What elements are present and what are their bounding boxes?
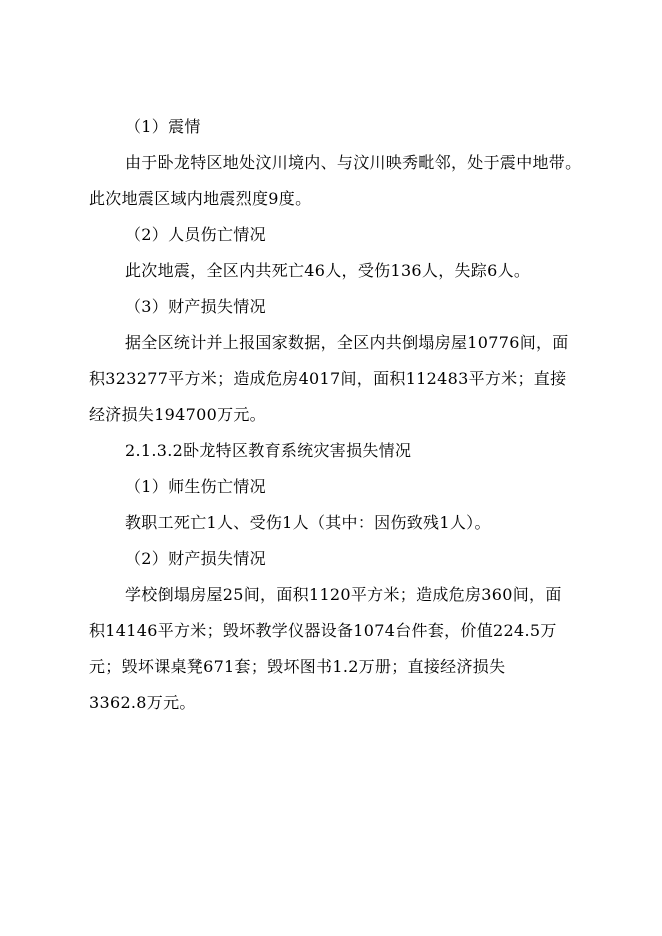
- heading-property-loss: （3）财产损失情况: [125, 297, 266, 316]
- paragraph-line: 由于卧龙特区地处汶川境内、与汶川映秀毗邻，处于震中地带。: [125, 153, 582, 172]
- paragraph-line: 学校倒塌房屋25间，面积1120平方米；造成危房360间，面: [125, 585, 562, 604]
- section-heading: 2.1.3.2卧龙特区教育系统灾害损失情况: [125, 441, 412, 460]
- paragraph-line: 教职工死亡1人、受伤1人（其中：因伤致残1人）。: [125, 513, 491, 532]
- paragraph-line: 此次地震，全区内共死亡46人，受伤136人，失踪6人。: [125, 261, 531, 280]
- paragraph-line: 积323277平方米；造成危房4017间，面积112483平方米；直接: [89, 369, 567, 388]
- heading-staff-casualties: （1）师生伤亡情况: [125, 477, 266, 496]
- paragraph-line: 积14146平方米；毁坏教学仪器设备1074台件套，价值224.5万: [89, 621, 557, 640]
- paragraph-line: 元；毁坏课桌凳671套；毁坏图书1.2万册；直接经济损失: [89, 657, 506, 676]
- heading-school-property-loss: （2）财产损失情况: [125, 549, 266, 568]
- paragraph-line: 据全区统计并上报国家数据，全区内共倒塌房屋10776间，面: [125, 333, 569, 352]
- heading-earthquake: （1）震情: [125, 117, 201, 136]
- paragraph-line: 经济损失194700万元。: [89, 405, 266, 424]
- heading-casualties: （2）人员伤亡情况: [125, 225, 266, 244]
- paragraph-line: 此次地震区域内地震烈度9度。: [89, 189, 312, 208]
- paragraph-line: 3362.8万元。: [89, 693, 196, 712]
